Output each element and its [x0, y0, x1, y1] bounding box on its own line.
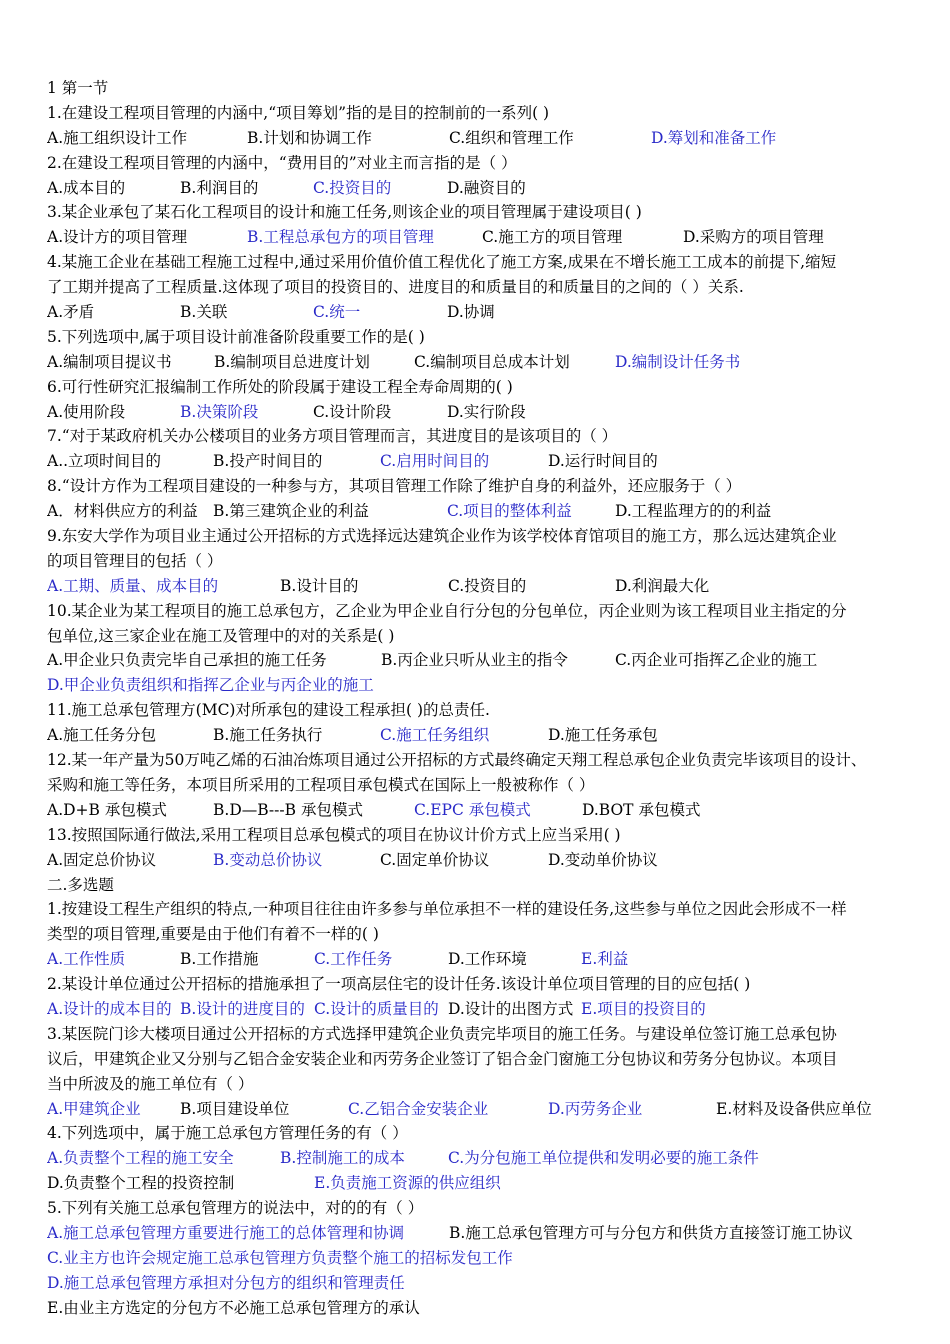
question-stem: 3.某医院门诊大楼项目通过公开招标的方式选择甲建筑企业负责完毕项目的施工任务。与建设单位签订施工总承包协	[47, 1024, 837, 1043]
question-stem-cont: 了工期并提高了工程质量.这体现了项目的投资目的、进度目的和质量目的和质量目的之间的（ ）关系.	[47, 278, 744, 297]
question-stem: 8.“设计方作为工程项目建设的一种参与方，其项目管理工作除了维护自身的利益外，还应服务于（ ）	[47, 477, 742, 496]
question-stem: 1.按建设工程生产组织的特点,一种项目往往由许多参与单位承担不一样的建设任务,这些参与单位之因此会形成不一样	[47, 900, 847, 919]
option: A．材料供应方的利益	[47, 502, 198, 521]
option: D.施工任务承包	[548, 726, 658, 745]
section-title: 1 第一节	[47, 79, 109, 97]
option: D.融资目的	[447, 178, 526, 197]
option: A.施工组织设计工作	[47, 128, 188, 147]
options-row	[47, 1097, 910, 1122]
question-stem: 7.“对于某政府机关办公楼项目的业务方项目管理而言，其进度目的是该项目的（ ）	[47, 427, 618, 446]
answer-option: C.设计的质量目的	[314, 999, 439, 1018]
option: D.运行时间目的	[548, 452, 658, 471]
option: B.工作措施	[180, 950, 259, 969]
options-row	[47, 176, 910, 201]
option: C.组织和管理工作	[449, 128, 574, 147]
option: A.使用阶段	[47, 402, 126, 421]
answer-option: C.统一	[313, 303, 361, 322]
options-row	[47, 1221, 910, 1246]
question-stem-cont: 当中所波及的施工单位有（ ）	[47, 1074, 254, 1093]
options-row	[47, 1246, 910, 1271]
option: C.固定单价协议	[380, 850, 490, 869]
option: B.第三建筑企业的利益	[213, 502, 369, 521]
answer-option: D.丙劳务企业	[548, 1099, 643, 1118]
question-stem: 4.下列选项中，属于施工总承包方管理任务的有（ ）	[47, 1124, 408, 1143]
option: D.工程监理方的的利益	[615, 502, 772, 521]
option: C.丙企业可指挥乙企业的施工	[615, 651, 818, 670]
question-stem: 12.某一年产量为50万吨乙烯的石油冶炼项目通过公开招标的方式最终确定天翔工程总承包企业负责完毕该项目的设计、	[47, 751, 867, 770]
option: D.设计的出图方式	[448, 999, 574, 1018]
options-row	[47, 400, 910, 425]
question-stem: 9.东安大学作为项目业主通过公开招标的方式选择远达建筑企业作为该学校体育馆项目的施工方，那么远达建筑企业	[47, 527, 837, 546]
option: B.丙企业只听从业主的指令	[381, 651, 568, 670]
options-row	[47, 1146, 910, 1171]
answer-option: B.变动总价协议	[213, 850, 323, 869]
question-stem: 1.在建设工程项目管理的内涵中,“项目筹划”指的是目的控制前的一系列( )	[47, 103, 550, 122]
answer-option: D.施工总承包管理方承担对分包方的组织和管理责任	[47, 1273, 405, 1292]
answer-option: A.工期、质量、成本目的	[47, 576, 219, 595]
option: A.施工任务分包	[47, 726, 157, 745]
option: B.施工总承包管理方可与分包方和供货方直接签订施工协议	[449, 1223, 853, 1242]
options-row	[47, 1271, 910, 1296]
answer-option: B.控制施工的成本	[280, 1149, 405, 1168]
question-stem: 10.某企业为某工程项目的施工总承包方，乙企业为甲企业自行分包的分包单位，丙企业则为该工程项目业主指定的分	[47, 601, 847, 620]
question-stem: 2.某设计单位通过公开招标的措施承担了一项高层住宅的设计任务.该设计单位项目管理的目的应包括( )	[47, 975, 751, 994]
option: D.负责整个工程的投资控制	[47, 1174, 235, 1193]
options-row	[47, 574, 910, 599]
option: A.编制项目提议书	[47, 352, 172, 371]
option: D.工作环境	[448, 950, 527, 969]
option: B.编制项目总进度计划	[214, 352, 370, 371]
question-stem: 6.可行性研究汇报编制工作所处的阶段属于建设工程全寿命周期的( )	[47, 377, 513, 396]
options-row	[47, 300, 910, 325]
options-row	[47, 798, 910, 823]
answer-option: C.为分包施工单位提供和发明必要的施工条件	[448, 1149, 759, 1168]
option: A.甲企业只负责完毕自己承担的施工任务	[47, 651, 327, 670]
answer-option: C.EPC 承包模式	[414, 800, 531, 819]
options-row	[47, 225, 910, 250]
question-stem-cont: 议后，甲建筑企业又分别与乙铝合金安装企业和丙劳务企业签订了铝合金门窗施工分包协议和劳务分包协议。本项目	[47, 1049, 838, 1068]
option: A.设计方的项目管理	[47, 228, 188, 247]
section-title: 二.多选题	[47, 875, 114, 894]
option: B.利润目的	[180, 178, 259, 197]
answer-option: C.业主方也许会规定施工总承包管理方负责整个施工的招标发包工作	[47, 1248, 513, 1267]
option: D.利润最大化	[615, 576, 710, 595]
option: D.实行阶段	[447, 402, 526, 421]
answer-option: E.负责施工资源的供应组织	[314, 1174, 501, 1193]
answer-option: E.项目的投资目的	[581, 999, 706, 1018]
question-stem-cont: 包单位,这三家企业在施工及管理中的对的关系是( )	[47, 626, 395, 645]
answer-option: D.编制设计任务书	[615, 352, 741, 371]
option: C.编制项目总成本计划	[414, 352, 570, 371]
option: E.由业主方选定的分包方不必施工总承包管理方的承认	[47, 1298, 420, 1317]
question-stem: 13.按照国际通行做法,采用工程项目总承包模式的项目在协议计价方式上应当采用( )	[47, 825, 621, 844]
question-stem: 5.下列有关施工总承包管理方的说法中，对的的有（ ）	[47, 1199, 424, 1218]
question-stem: 3.某企业承包了某石化工程项目的设计和施工任务,则该企业的项目管理属于建设项目( )	[47, 203, 642, 222]
options-row	[47, 648, 910, 673]
option: D.采购方的项目管理	[683, 228, 824, 247]
question-stem: 5.下列选项中,属于项目设计前准备阶段重要工作的是( )	[47, 327, 425, 346]
answer-option: C.投资目的	[313, 178, 392, 197]
options-row	[47, 1296, 910, 1321]
options-row	[47, 449, 910, 474]
option: B.项目建设单位	[180, 1099, 290, 1118]
option: C.设计阶段	[313, 402, 392, 421]
options-row	[47, 848, 910, 873]
option: A..立项时间目的	[47, 452, 162, 471]
question-stem-cont: 的项目管理目的包括（ ）	[47, 551, 223, 570]
option: B.投产时间目的	[213, 452, 323, 471]
option: D.协调	[447, 303, 495, 322]
answer-option: C.工作任务	[314, 950, 393, 969]
question-stem-cont: 类型的项目管理,重要是由于他们有着不一样的( )	[47, 925, 379, 944]
answer-option: C.项目的整体利益	[447, 502, 572, 521]
options-row	[47, 673, 910, 698]
answer-option: A.施工总承包管理方重要进行施工的总体管理和协调	[47, 1223, 405, 1242]
options-row	[47, 350, 910, 375]
answer-option: B.决策阶段	[180, 402, 259, 421]
options-row	[47, 126, 910, 151]
answer-option: D.筹划和准备工作	[651, 128, 777, 147]
answer-option: C.乙铝合金安装企业	[348, 1099, 489, 1118]
option: E.材料及设备供应单位	[716, 1099, 872, 1118]
answer-option: C.施工任务组织	[380, 726, 490, 745]
answer-option: A.设计的成本目的	[47, 999, 172, 1018]
answer-option: A.工作性质	[47, 950, 126, 969]
option: B.D—B---B 承包模式	[213, 800, 363, 819]
question-stem: 4.某施工企业在基础工程施工过程中,通过采用价值价值工程优化了施工方案,成果在不增长施工工成本的前提下,缩短	[47, 253, 837, 272]
option: D.变动单价协议	[548, 850, 658, 869]
answer-option: E.利益	[581, 950, 629, 969]
option: B.关联	[180, 303, 228, 322]
question-stem-cont: 采购和施工等任务，本项目所采用的工程项目承包模式在国际上一般被称作（ ）	[47, 775, 595, 794]
answer-option: B.设计的进度目的	[180, 999, 305, 1018]
option: C.施工方的项目管理	[482, 228, 623, 247]
answer-option: A.负责整个工程的施工安全	[47, 1149, 234, 1168]
option: D.BOT 承包模式	[582, 800, 701, 819]
options-row	[47, 947, 910, 972]
options-row	[47, 723, 910, 748]
question-stem: 11.施工总承包管理方(MC)对所承包的建设工程承担( )的总责任.	[47, 701, 490, 720]
option: B.计划和协调工作	[247, 128, 372, 147]
option: B.施工任务执行	[213, 726, 323, 745]
answer-option: D.甲企业负责组织和指挥乙企业与丙企业的施工	[47, 676, 374, 695]
answer-option: A.甲建筑企业	[47, 1099, 141, 1118]
option: C.投资目的	[448, 576, 527, 595]
option: A.D+B 承包模式	[47, 800, 167, 819]
answer-option: B.工程总承包方的项目管理	[247, 228, 434, 247]
options-row	[47, 1171, 910, 1196]
question-stem: 2.在建设工程项目管理的内涵中，“费用目的”对业主而言指的是（ ）	[47, 153, 517, 172]
options-row	[47, 997, 910, 1022]
option: A.成本目的	[47, 178, 126, 197]
answer-option: C.启用时间目的	[380, 452, 490, 471]
options-row	[47, 499, 910, 524]
option: A.固定总价协议	[47, 850, 157, 869]
option: B.设计目的	[280, 576, 359, 595]
option: A.矛盾	[47, 303, 95, 322]
